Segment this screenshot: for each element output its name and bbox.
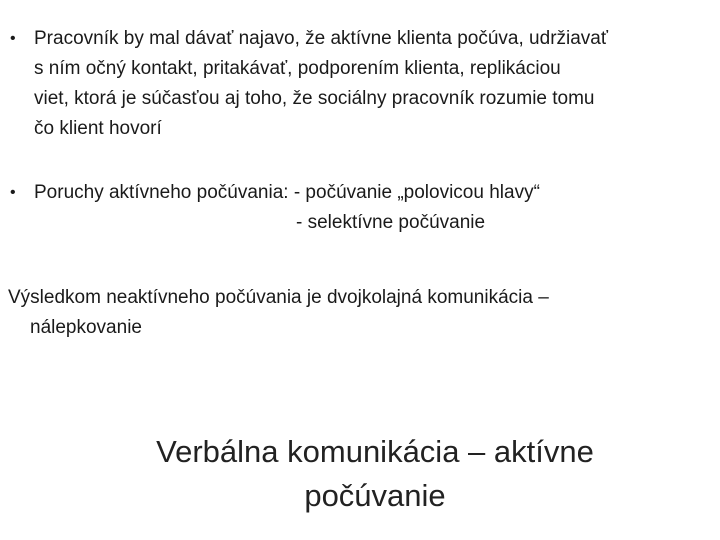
text-line: čo klient hovorí (34, 118, 162, 139)
bullet-dot-icon: • (10, 30, 16, 47)
text-line: Poruchy aktívneho počúvania: - počúvanie „polovicou hlavy“ (34, 182, 540, 203)
bullet-text (34, 24, 700, 144)
paragraph-conclusion (8, 283, 688, 343)
bullet-item-2 (10, 178, 700, 238)
slide-title (100, 430, 650, 518)
text-line: viet, ktorá je súčasťou aj toho, že sociálny pracovník rozumie tomu (34, 88, 595, 109)
text-line: Pracovník by mal dávať najavo, že aktívne klienta počúva, udržiavať (34, 28, 608, 49)
title-line: Verbálna komunikácia – aktívne (156, 434, 594, 469)
sub-text-line: - selektívne počúvanie (296, 212, 486, 233)
bullet-item-1 (10, 24, 700, 144)
bullet-row (10, 178, 700, 238)
text-line: Výsledkom neaktívneho počúvania je dvojkolajná komunikácia – (8, 287, 549, 308)
title-line: počúvanie (304, 478, 446, 513)
bullet-dot-icon: • (10, 184, 16, 201)
bullet-row (10, 24, 700, 144)
text-line: nálepkovanie (30, 317, 142, 338)
bullet-text (34, 178, 700, 238)
text-line: s ním očný kontakt, pritakávať, podporením klienta, replikáciou (34, 58, 561, 79)
